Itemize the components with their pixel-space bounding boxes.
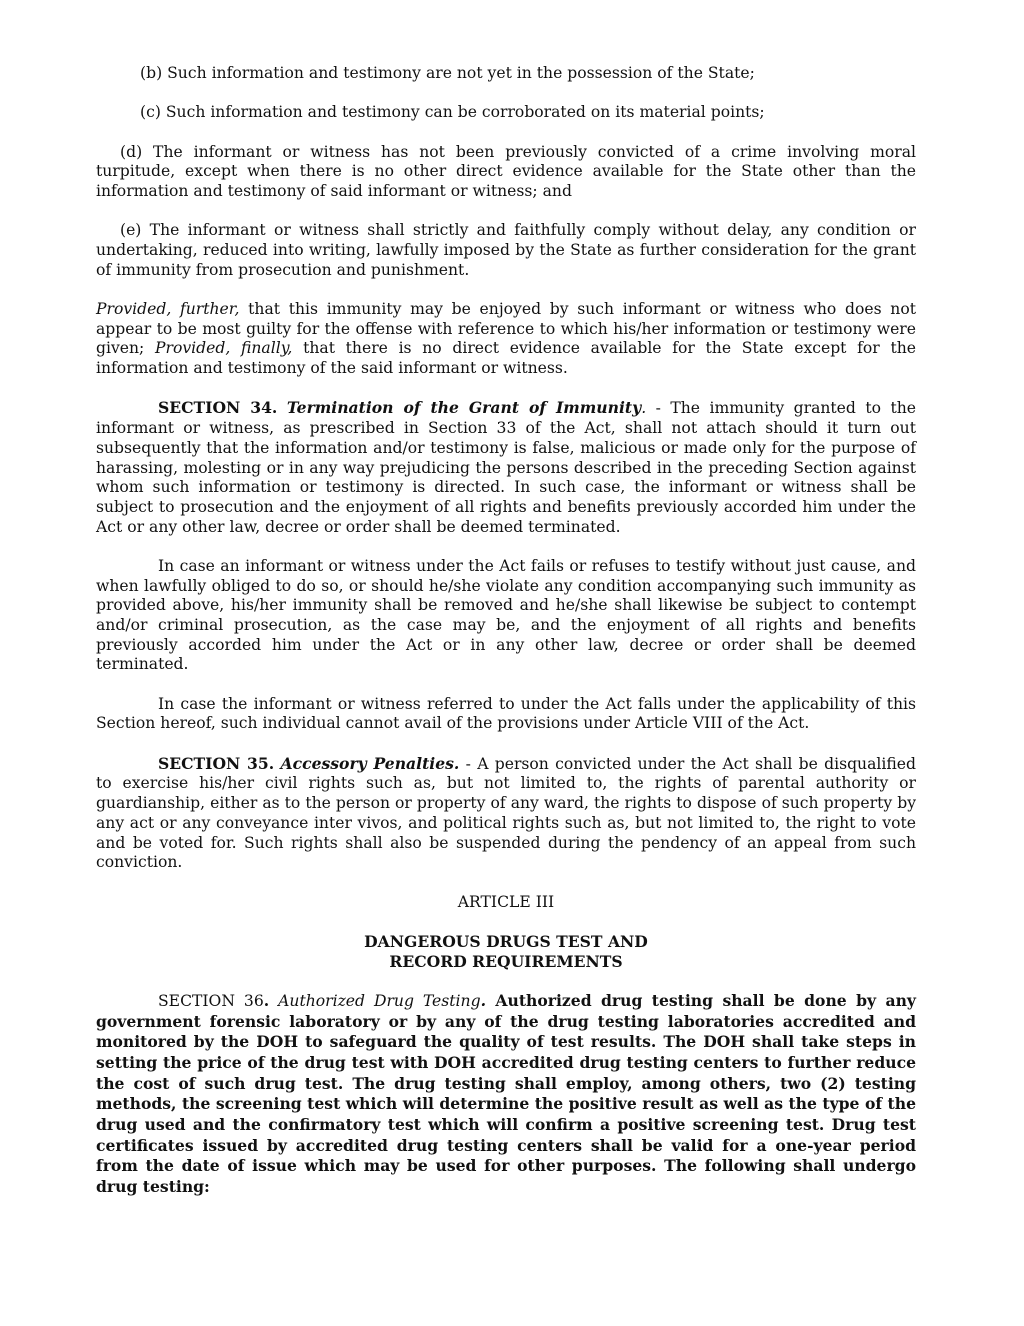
proviso-paragraph	[96, 300, 916, 379]
proviso-further-label: Provided, further,	[96, 300, 240, 318]
section-34-body: - The immunity granted to the informant or witness, as prescribed in Section 33 of the Act, shall not attach should it turn out subsequently that the information and/or testimony is false, malicious or made only for the purpose of harassing, molesting or in any way prejudicing the persons described in the preceding Section against whom such information or testimony is directed. In such case, the informant or witness shall be subject to prosecution and the enjoyment of all rights and benefits previously accorded him under the Act or any other law, decree or order shall be deemed terminated.	[96, 399, 917, 536]
paragraph-e: (e) The informant or witness shall strictly and faithfully comply without delay, any condition or undertaking, reduced into writing, lawfully imposed by the State as further consideration for the grant of immunity from prosecution and punishment.	[96, 221, 916, 279]
section-35-paragraph	[96, 754, 916, 873]
section-35-label: SECTION 35.	[158, 753, 275, 773]
section-36-body: Authorized drug testing shall be done by any government forensic laboratory or by any of the drug testing laboratories accredited and monitored by the DOH to safeguard the quality of test results. The DOH shall take steps in setting the price of the drug test with DOH accredited drug testing centers to further reduce the cost of such drug test. The drug testing shall employ, among others, two (2) testing methods, the screening test which will determine the positive result as well as the type of the drug used and the confirmatory test which will confirm a positive screening test. Drug test certificates issued by accredited drug testing centers shall be valid for a one-year period from the date of issue which may be used for other purposes. The following shall undergo drug testing:	[96, 990, 916, 1197]
paragraph-c: (c) Such information and testimony can be corroborated on its material points;	[140, 103, 765, 122]
section-35-title: Accessory Penalties.	[280, 753, 460, 773]
section-34-paragraph	[96, 398, 916, 537]
proviso-text-2: that there is no direct evidence available for the State except for the information and testimony of the said informant or witness.	[96, 339, 916, 378]
article-title-line-1: DANGEROUS DRUGS TEST AND	[364, 931, 648, 951]
section-36-paragraph	[96, 991, 916, 1198]
paragraph-d: (d) The informant or witness has not been previously convicted of a crime involving moral turpitude, except when there is no other direct evidence available for the State other than the information and testimony of said informant or witness; and	[96, 142, 916, 200]
section-34-paragraph-3: In case the informant or witness referred to under the Act falls under the applicability of this Section hereof, such individual cannot avail of the provisions under Article VIII of the Act.	[96, 694, 916, 733]
section-36-label-period: .	[263, 990, 270, 1010]
section-34-paragraph-2: In case an informant or witness under the Act fails or refuses to testify without just cause, and when lawfully obliged to do so, or should he/she violate any condition accompanying such immunity as provided above, his/her immunity shall be removed and he/she shall likewise be subject to contempt and/or criminal prosecution, as the case may be, and the enjoyment of all rights and benefits previously accorded him under the Act or in any other law, decree or order shall be deemed terminated.	[96, 556, 916, 674]
proviso-text-1: that this immunity may be enjoyed by such informant or witness who does not appear to be most guilty for the offense with reference to which his/her information or testimony were given;	[96, 300, 916, 358]
section-36-label: SECTION 36	[158, 991, 264, 1010]
document-body	[96, 64, 916, 1217]
proviso-finally-label: Provided, finally,	[155, 339, 293, 358]
section-36-title-period: .	[480, 990, 486, 1010]
section-34-title-period: .	[641, 399, 647, 418]
section-34-title: Termination of the Grant of Immunity	[286, 398, 642, 418]
paragraph-b: (b) Such information and testimony are not yet in the possession of the State;	[140, 64, 755, 82]
section-34-label: SECTION 34.	[158, 398, 278, 418]
section-36-title: Authorized Drug Testing	[278, 991, 481, 1010]
article-label: ARTICLE III	[457, 892, 555, 911]
article-title-line-2: RECORD REQUIREMENTS	[389, 951, 623, 971]
article-title	[96, 932, 916, 971]
section-35-body: - A person convicted under the Act shall be disqualified to exercise his/her civil rights such as, but not limited to, the rights of parental authority or guardianship, either as to the person or property of any ward, the rights to dispose of such property by any act or any conveyance inter vivos, and political rights such as, but not limited to, the right to vote and be voted for. Such rights shall also be suspended during the pendency of an appeal from such conviction.	[96, 754, 916, 872]
